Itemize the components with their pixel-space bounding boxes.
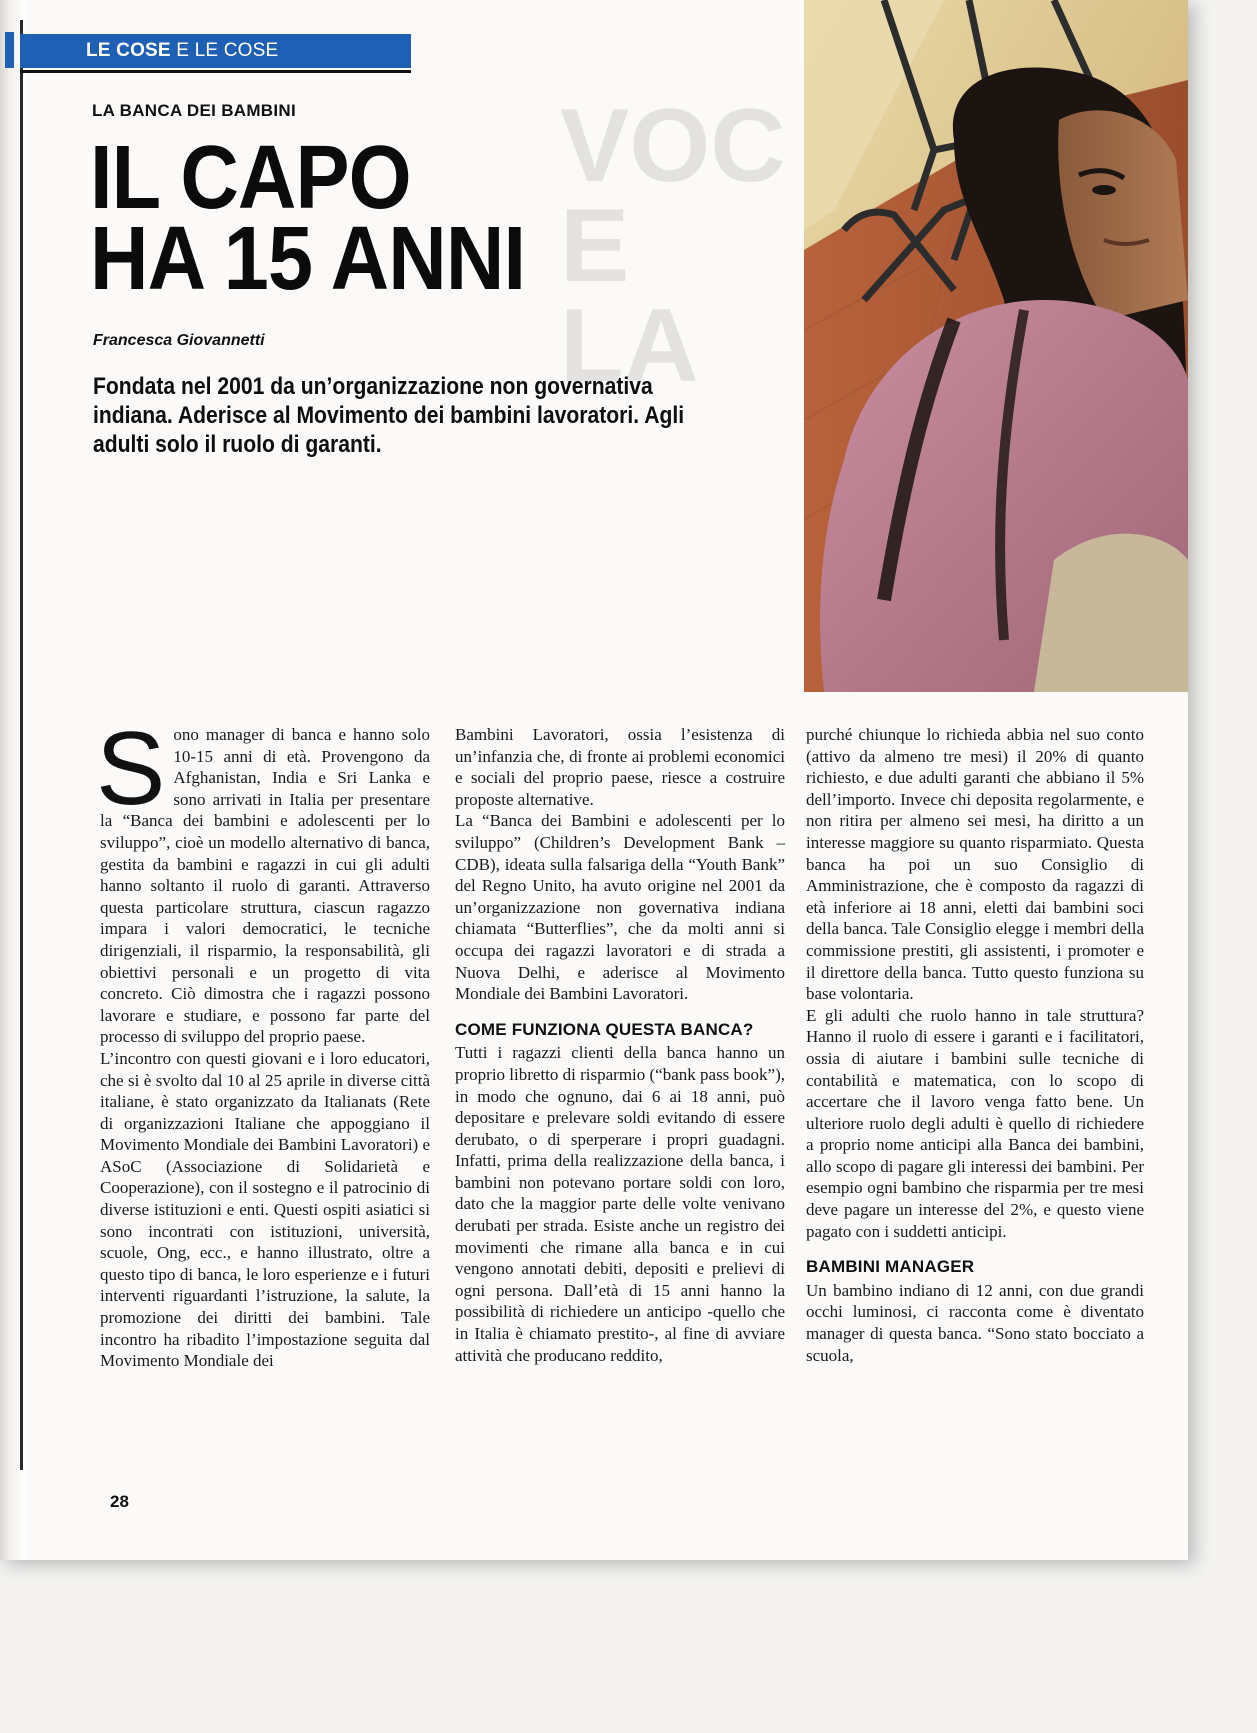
drop-cap: S <box>96 711 166 827</box>
article-photo <box>804 0 1188 692</box>
section-header-bar <box>20 34 411 68</box>
body-paragraph: Un bambino indiano di 12 anni, con due grandi occhi luminosi, ci racconta come è diventato manager di questa banca. “Sono stato bocciato a scuola, <box>806 1280 1144 1365</box>
subheading: BAMBINI MANAGER <box>806 1257 975 1277</box>
body-paragraph: La “Banca dei Bambini e adolescenti per lo sviluppo” (Children’s Development Bank – CDB), ideata sulla falsariga della “Youth Bank” del Regno Unito, ha avuto origine nel 2001 da un’organizzazione non governativa indiana chiamata “Butterflies”, che da molti anni si occupa dei ragazzi lavoratori e di strada a Nuova Delhi, e aderisce al Movimento Mondiale dei Bambini Lavoratori. <box>455 811 785 1004</box>
page-number: 28 <box>110 1492 129 1511</box>
spine-rule <box>20 20 23 1470</box>
article-byline: Francesca Giovannetti <box>93 332 265 349</box>
body-column-2 <box>455 724 785 1366</box>
spine-tab <box>5 32 14 68</box>
section-header-rule <box>20 70 411 73</box>
body-paragraph: Bambini Lavoratori, ossia l’esistenza di un’infanzia che, di fronte ai problemi economici e sociali del proprio paese, riesce a costruire proposte alternative. <box>455 725 785 809</box>
show-through-text: VOC E LA <box>560 88 786 404</box>
body-column-3 <box>806 724 1144 1366</box>
body-paragraph: E gli adulti che ruolo hanno in tale struttura? Hanno il ruolo di essere i garanti e i facilitatori, ossia di aiutare i bambini sulle tecniche di contabilità e matematica, con lo scopo di accertare che il lavoro venga fatto bene. Un ulteriore ruolo degli adulti è quello di richiedere a proprio nome anticipi alla Banca dei bambini, allo scopo di pagare gli interessi dei bambini. Per esempio ogni bambino che risparmia per tre mesi deve pagare un interesse del 2%, e questo viene pagato con i suddetti anticipi. <box>806 1005 1144 1241</box>
body-paragraph: purché chiunque lo richieda abbia nel suo conto (attivo da almeno tre mesi) il 20% di quanto richiesto, e due adulti garanti che abbiano il 5% dell’importo. Invece chi deposita regolarmente, e non ritira per almeno sei mesi, ha diritto a un interesse maggiore su quanto risparmiato. Questa banca ha poi un suo Consiglio di Amministrazione, che è composto da ragazzi di età inferiore ai 18 anni, eletti dai bambini soci della banca. Tale Consiglio elegge i membri della commissione prestiti, gli assistenti, i promoter e il direttore della banca. Tutto questo funziona su base volontaria. <box>806 725 1144 1004</box>
headline-line-1: IL CAPO <box>90 128 411 228</box>
portrait-photo-icon <box>804 0 1188 692</box>
body-paragraph: ono manager di banca e hanno solo 10-15 anni di età. Provengono da Afghanistan, India e Sri Lanka e sono arrivati in Italia per presentare la “Banca dei bambini e adolescenti per lo sviluppo”, cioè un modello alternativo di banca, gestita da bambini e ragazzi in cui gli adulti hanno soltanto il ruolo di garanti. Attraverso questa particolare struttura, ciascun ragazzo impara i valori democratici, le tecniche dirigenziali, il risparmio, la responsabilità, gli obiettivi personali e un progetto di vita concreto. Ciò dimostra che i ragazzi possono lavorare e studiare, e possono far parte del processo di sviluppo del proprio paese. <box>100 725 430 1047</box>
body-paragraph: Tutti i ragazzi clienti della banca hanno un proprio libretto di risparmio (“bank pass book”), in modo che ognuno, dai 6 ai 18 anni, può depositare e prelevare soldi evitando di essere derubato, o di sperperare i propri guadagni. Infatti, prima della realizzazione della banca, i bambini non potevano portare soldi con loro, dato che la maggior parte delle volte venivano derubati per strada. Esiste anche un registro dei movimenti che rimane alla banca e in cui vengono annotati debiti, depositi e prelievi di ogni persona. Dall’età di 15 anni hanno la possibilità di richiedere un anticipo -quello che in Italia è chiamato prestito-, al fine di avviare attività che producano reddito, <box>455 1043 786 1365</box>
article-kicker: LA BANCA DEI BAMBINI <box>92 101 297 120</box>
article-headline <box>90 128 526 309</box>
section-header-label: LE COSE E LE COSE <box>86 40 279 61</box>
subheading: COME FUNZIONA QUESTA BANCA? <box>455 1019 754 1039</box>
body-column-1 <box>96 711 431 1372</box>
body-paragraph: L’incontro con questi giovani e i loro educatori, che si è svolto dal 10 al 25 aprile in diverse città italiane, è stato organizzato da Italianats (Rete di organizzazioni Italiane che appoggiano il Movimento Mondiale dei Bambini Lavoratori) e ASoC (Associazione di Solidarietà e Cooperazione), con il sostegno e il patrocinio di diverse istituzioni e enti. Questi ospiti asiatici si sono incontrati con istituzioni, università, scuole, Ong, ecc., e hanno illustrato, oltre a questo tipo di banca, le loro esperienze e i futuri interventi riguardanti l’istruzione, la salute, la promozione dei diritti dei bambini. Tale incontro ha ribadito l’impostazione seguita dal Movimento Mondiale dei <box>100 1048 431 1371</box>
article-lead: Fondata nel 2001 da un’organizzazione non governativa indiana. Aderisce al Movimento dei bambini lavoratori. Agli adulti solo il ruolo di garanti. <box>93 373 685 458</box>
headline-line-2: HA 15 ANNI <box>90 209 526 309</box>
